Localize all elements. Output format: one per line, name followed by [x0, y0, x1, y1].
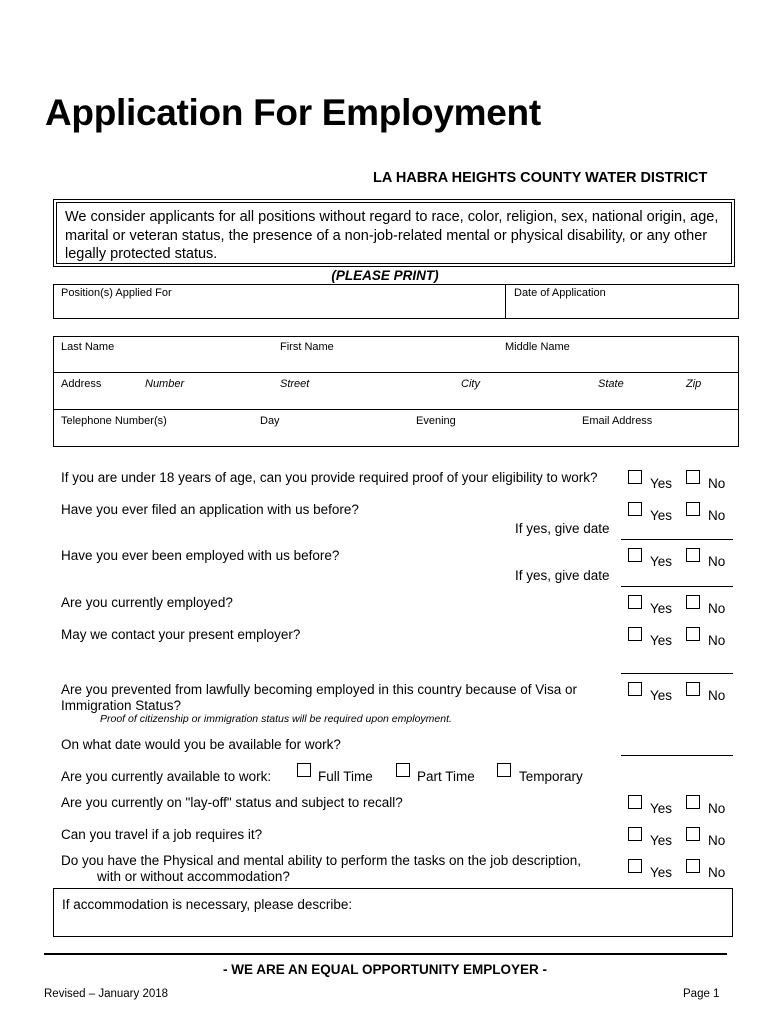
row-divider — [54, 409, 738, 410]
yes-label: Yes — [650, 865, 673, 880]
checkbox-yes[interactable] — [628, 827, 642, 841]
filed-date-line[interactable] — [621, 539, 733, 540]
form-title: Application For Employment — [45, 92, 541, 133]
checkbox-no[interactable] — [686, 795, 700, 809]
date-of-application-field[interactable]: Date of Application — [514, 287, 606, 299]
yes-label: Yes — [650, 554, 673, 569]
full-time-label: Full Time — [318, 769, 373, 784]
question-employed-before: Have you ever been employed with us before? — [61, 548, 340, 563]
middle-name-field[interactable]: Middle Name — [505, 341, 570, 353]
question-under-18: If you are under 18 years of age, can you provide required proof of your eligibility to work? — [61, 470, 598, 485]
checkbox-part-time[interactable] — [396, 763, 410, 777]
checkbox-yes[interactable] — [628, 859, 642, 873]
positions-field[interactable]: Position(s) Applied For — [61, 287, 172, 299]
row-divider — [54, 372, 738, 373]
accommodation-label: If accommodation is necessary, please describe: — [62, 897, 353, 912]
personal-info-box — [53, 336, 739, 447]
state-field[interactable]: State — [598, 378, 624, 390]
no-label: No — [708, 601, 726, 616]
page-number: Page 1 — [683, 988, 720, 1000]
checkbox-temporary[interactable] — [497, 763, 511, 777]
street-field[interactable]: Street — [280, 378, 310, 390]
if-yes-date-label: If yes, give date — [515, 568, 610, 583]
temporary-label: Temporary — [519, 769, 583, 784]
equal-opportunity-notice — [53, 199, 735, 267]
no-label: No — [708, 801, 726, 816]
no-label: No — [708, 833, 726, 848]
no-label: No — [708, 554, 726, 569]
yes-label: Yes — [650, 601, 673, 616]
footer-rule — [44, 953, 727, 955]
checkbox-no[interactable] — [686, 682, 700, 696]
evening-phone-field[interactable]: Evening — [416, 415, 456, 427]
question-currently-employed: Are you currently employed? — [61, 595, 233, 610]
revision-date: Revised – January 2018 — [44, 988, 169, 1000]
no-label: No — [708, 688, 726, 703]
yes-label: Yes — [650, 833, 673, 848]
separator-line — [621, 673, 733, 674]
email-field[interactable]: Email Address — [582, 415, 653, 427]
first-name-field[interactable]: First Name — [280, 341, 334, 353]
question-available-date: On what date would you be available for work? — [61, 737, 341, 752]
yes-label: Yes — [650, 633, 673, 648]
checkbox-no[interactable] — [686, 470, 700, 484]
district-name: LA HABRA HEIGHTS COUNTY WATER DISTRICT — [373, 170, 708, 186]
checkbox-yes[interactable] — [628, 502, 642, 516]
eoe-statement: - WE ARE AN EQUAL OPPORTUNITY EMPLOYER - — [222, 962, 548, 977]
citizenship-note: Proof of citizenship or immigration status will be required upon employment. — [100, 713, 452, 725]
city-field[interactable]: City — [461, 378, 480, 390]
number-field[interactable]: Number — [145, 378, 185, 390]
checkbox-no[interactable] — [686, 595, 700, 609]
checkbox-yes[interactable] — [628, 548, 642, 562]
notice-text: We consider applicants for all positions without regard to race, color, religion, sex, national origin, age, marital or veteran status, the presence of a non-job-related mental or physical disability, or any other legally protected status. — [56, 202, 732, 264]
address-label: Address — [61, 378, 102, 390]
checkbox-yes[interactable] — [628, 595, 642, 609]
question-visa-status: Are you prevented from lawfully becoming employed in this country because of Visa or Immigration Status? — [61, 682, 578, 713]
zip-field[interactable]: Zip — [686, 378, 702, 390]
checkbox-no[interactable] — [686, 627, 700, 641]
last-name-field[interactable]: Last Name — [61, 341, 115, 353]
checkbox-yes[interactable] — [628, 470, 642, 484]
no-label: No — [708, 476, 726, 491]
question-lay-off: Are you currently on "lay-off" status and subject to recall? — [61, 795, 403, 810]
if-yes-date-label: If yes, give date — [515, 521, 610, 536]
checkbox-full-time[interactable] — [297, 763, 311, 777]
telephone-label: Telephone Number(s) — [61, 415, 167, 427]
day-phone-field[interactable]: Day — [260, 415, 280, 427]
question-availability-type: Are you currently available to work: — [61, 769, 272, 784]
yes-label: Yes — [650, 476, 673, 491]
employed-date-line[interactable] — [621, 586, 733, 587]
yes-label: Yes — [650, 508, 673, 523]
please-print-label: (PLEASE PRINT) — [331, 268, 439, 283]
question-physical-ability: Do you have the Physical and mental ability to perform the tasks on the job description, — [61, 853, 582, 868]
no-label: No — [708, 508, 726, 523]
question-physical-ability-cont: with or without accommodation? — [97, 869, 290, 884]
checkbox-no[interactable] — [686, 548, 700, 562]
question-travel: Can you travel if a job requires it? — [61, 827, 263, 842]
available-date-line[interactable] — [621, 755, 733, 756]
no-label: No — [708, 633, 726, 648]
checkbox-yes[interactable] — [628, 627, 642, 641]
question-filed-before: Have you ever filed an application with us before? — [61, 502, 359, 517]
yes-label: Yes — [650, 801, 673, 816]
yes-label: Yes — [650, 688, 673, 703]
checkbox-no[interactable] — [686, 859, 700, 873]
part-time-label: Part Time — [417, 769, 475, 784]
no-label: No — [708, 865, 726, 880]
question-contact-employer: May we contact your present employer? — [61, 627, 301, 642]
position-box — [53, 284, 739, 319]
checkbox-yes[interactable] — [628, 795, 642, 809]
accommodation-box[interactable] — [53, 888, 733, 937]
position-divider — [505, 285, 506, 318]
checkbox-no[interactable] — [686, 502, 700, 516]
checkbox-yes[interactable] — [628, 682, 642, 696]
checkbox-no[interactable] — [686, 827, 700, 841]
